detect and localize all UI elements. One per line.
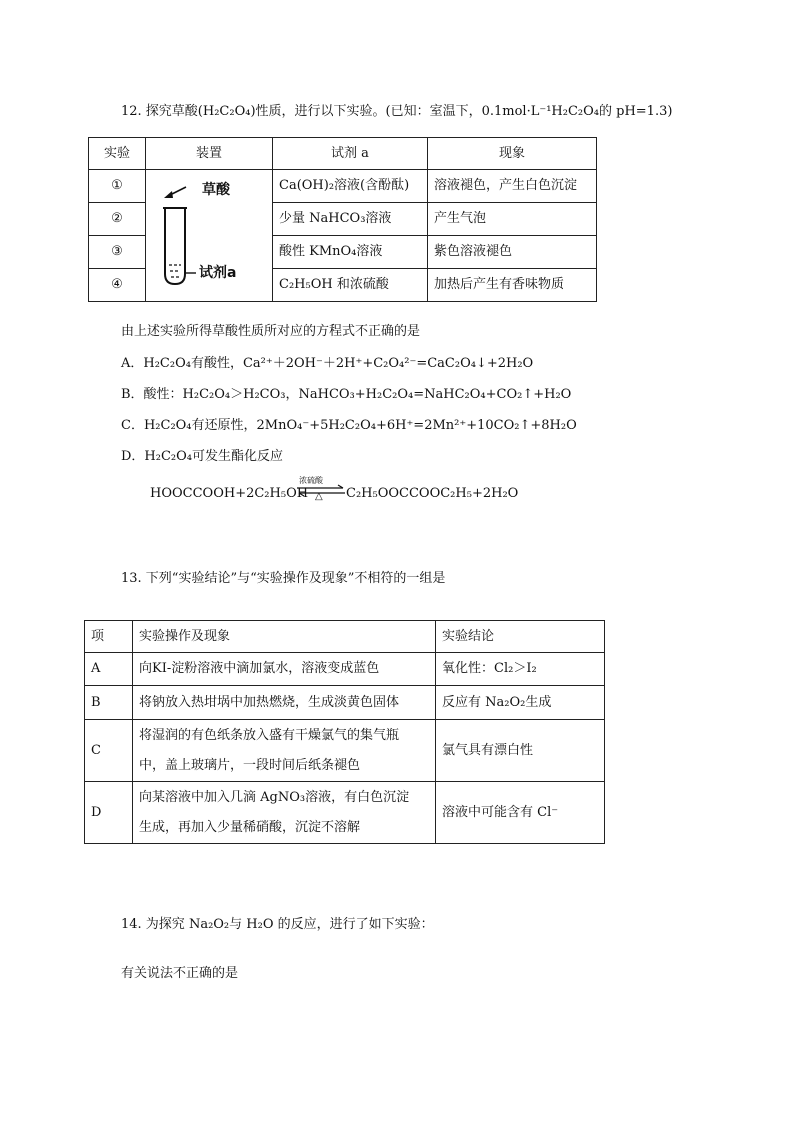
label-reagent-a: 试剂a	[199, 265, 237, 281]
ester-condition-bottom: △	[315, 491, 323, 502]
q12-option-d: D．H₂C₂O₄可发生酯化反应	[121, 449, 283, 464]
q12-reagent: 酸性 KMnO₄溶液	[273, 236, 428, 269]
q12-question: 由上述实验所得草酸性质所对应的方程式不正确的是	[121, 324, 421, 339]
table-row	[85, 686, 605, 720]
ester-right: C₂H₅OOCCOOC₂H₅+2H₂O	[346, 486, 519, 501]
q13-row-id: C	[85, 720, 133, 782]
q12-reagent: C₂H₅OH 和浓硫酸	[273, 269, 428, 302]
q13-operation: 将钠放入热坩埚中加热燃烧，生成淡黄色固体	[133, 686, 436, 720]
q13-row-id: B	[85, 686, 133, 720]
q13-operation-line: 生成，再加入少量稀硝酸，沉淀不溶解	[139, 819, 361, 835]
q13-operation	[133, 720, 436, 782]
q12-row-id: ②	[89, 203, 146, 236]
q13-row-id: D	[85, 782, 133, 844]
q13-stem: 13. 下列“实验结论”与“实验操作及现象”不相符的一组是	[121, 571, 446, 586]
label-oxalic-acid: 草酸	[202, 182, 230, 198]
q13-table	[84, 620, 605, 844]
q14-question: 有关说法不正确的是	[121, 966, 239, 981]
q13-operation-line: 将湿润的有色纸条放入盛有干燥氯气的集气瓶	[139, 727, 400, 743]
q12-option-c: C．H₂C₂O₄有还原性，2MnO₄⁻+5H₂C₂O₄+6H⁺=2Mn²⁺+10CO₂↑+8H₂O	[121, 418, 577, 433]
q13-operation: 向KI-淀粉溶液中滴加氯水，溶液变成蓝色	[133, 653, 436, 686]
q12-option-a: A．H₂C₂O₄有酸性，Ca²⁺＋2OH⁻＋2H⁺+C₂O₄²⁻=CaC₂O₄↓+2H₂O	[121, 356, 534, 371]
q12-phenomenon: 加热后产生有香味物质	[428, 269, 597, 302]
table-row	[85, 782, 605, 844]
table-row	[85, 653, 605, 686]
q13-header-operation: 实验操作及现象	[133, 621, 436, 653]
q13-conclusion: 氯气具有漂白性	[436, 720, 605, 782]
q12-phenomenon: 产生气泡	[428, 203, 597, 236]
q14-stem: 14. 为探究 Na₂O₂与 H₂O 的反应，进行了如下实验：	[121, 917, 434, 932]
ester-left: HOOCCOOH+2C₂H₅OH	[150, 486, 309, 501]
q12-table	[88, 137, 597, 302]
q12-reagent: Ca(OH)₂溶液(含酚酞)	[273, 170, 428, 203]
q12-row-id: ①	[89, 170, 146, 203]
table-row	[85, 720, 605, 782]
q12-header-reagent: 试剂 a	[273, 138, 428, 170]
q12-phenomenon: 溶液褪色，产生白色沉淀	[428, 170, 597, 203]
q13-operation	[133, 782, 436, 844]
q12-header-phenomenon: 现象	[428, 138, 597, 170]
q12-header-exp: 实验	[89, 138, 146, 170]
q13-operation-line: 向某溶液中加入几滴 AgNO₃溶液，有白色沉淀	[139, 789, 410, 805]
table-row	[89, 170, 597, 203]
q12-reagent: 少量 NaHCO₃溶液	[273, 203, 428, 236]
q12-stem: 12. 探究草酸(H₂C₂O₄)性质，进行以下实验。(已知：室温下，0.1mol·L⁻¹H₂C₂O₄的 pH=1.3)	[121, 104, 673, 119]
q13-conclusion: 氧化性：Cl₂＞I₂	[436, 653, 605, 686]
q13-row-id: A	[85, 653, 133, 686]
q12-row-id: ④	[89, 269, 146, 302]
q13-header-conclusion: 实验结论	[436, 621, 605, 653]
q13-conclusion: 反应有 Na₂O₂生成	[436, 686, 605, 720]
arrow-head	[164, 191, 173, 198]
q13-operation-line: 中，盖上玻璃片，一段时间后纸条褪色	[139, 757, 361, 773]
q13-header-item: 项	[85, 621, 133, 653]
ester-condition-top: 浓硫酸	[299, 476, 323, 485]
apparatus-cell	[146, 170, 273, 302]
q12-row-id: ③	[89, 236, 146, 269]
q12-option-b: B．酸性：H₂C₂O₄＞H₂CO₃，NaHCO₃+H₂C₂O₄=NaHC₂O₄+CO₂↑+H₂O	[121, 387, 572, 402]
q13-conclusion: 溶液中可能含有 Cl⁻	[436, 782, 605, 844]
q12-header-apparatus: 装置	[146, 138, 273, 170]
test-tube	[165, 208, 185, 284]
q12-phenomenon: 紫色溶液褪色	[428, 236, 597, 269]
